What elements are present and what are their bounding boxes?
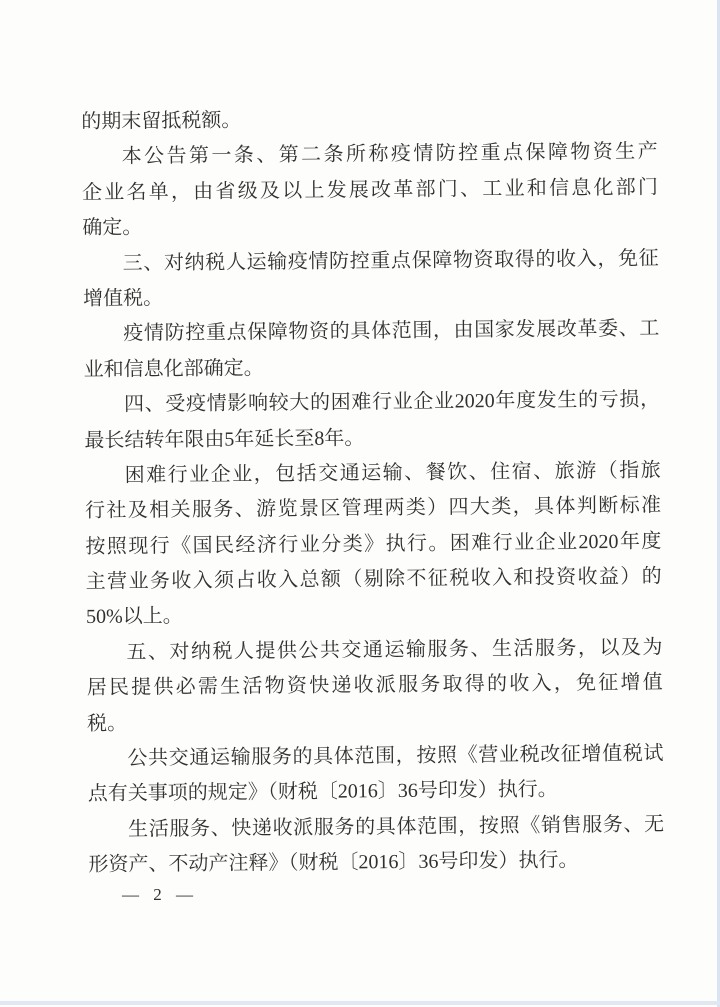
text-line: 点有关事项的规定》（财税〔2016〕36号印发）执行。 xyxy=(87,778,558,806)
text-line: 增值税。 xyxy=(82,287,164,310)
text-line: 居民提供必需生活物资快递收派服务取得的收入，免征增值 xyxy=(86,671,663,700)
text-line: 企业名单，由省级及以上发展改革部门、工业和信息化部门 xyxy=(81,176,659,204)
paragraph xyxy=(88,807,665,883)
paragraph xyxy=(86,630,663,742)
text-line: 按照现行《国民经济行业分类》执行。困难行业企业2020年度 xyxy=(85,530,662,558)
paragraph xyxy=(81,99,657,140)
scan-edge-bottom xyxy=(0,1001,720,1005)
text-line: 形资产、不动产注释》（财税〔2016〕36号印发）执行。 xyxy=(88,849,579,877)
text-line: 的期末留抵税额。 xyxy=(81,109,242,134)
paragraph xyxy=(83,241,660,317)
text-line: 税。 xyxy=(86,712,128,735)
text-line: 本公告第一条、第二条所称疫情防控重点保障物资生产 xyxy=(121,140,658,169)
text-line: 困难行业企业，包括交通运输、餐饮、住宿、旅游（指旅 xyxy=(124,459,661,487)
paragraph xyxy=(84,383,661,459)
text-line: 确定。 xyxy=(82,216,143,240)
text-line: 50%以上。 xyxy=(85,605,183,629)
text-line: 疫情防控重点保障物资的具体范围，由国家发展改革委、工 xyxy=(123,317,660,345)
text-line: 公共交通运输服务的具体范围，按照《营业税改征增值税试 xyxy=(127,742,664,770)
paragraph xyxy=(82,135,659,247)
text-line: 三、对纳税人运输疫情防控重点保障物资取得的收入，免征 xyxy=(122,247,659,275)
text-line: 业和信息化部确定。 xyxy=(83,357,264,381)
text-line: 四、受疫情影响较大的困难行业企业2020年度发生的亏损， xyxy=(123,388,661,416)
text-line: 五、对纳税人提供公共交通运输服务、生活服务，以及为 xyxy=(126,636,663,664)
text-line: 最长结转年限由5年延长至8年。 xyxy=(84,426,365,452)
page-number: — 2 — xyxy=(122,885,198,904)
text-line: 主营业务收入须占收入总额（剔除不征税收入和投资收益）的 xyxy=(85,565,662,594)
document-body xyxy=(81,99,664,883)
paragraph xyxy=(87,736,664,812)
text-line: 生活服务、快递收派服务的具体范围，按照《销售服务、无 xyxy=(128,813,665,841)
paragraph xyxy=(83,312,660,388)
paragraph xyxy=(85,453,663,635)
text-line: 行社及相关服务、游览景区管理两类）四大类，具体判断标准 xyxy=(84,494,662,523)
